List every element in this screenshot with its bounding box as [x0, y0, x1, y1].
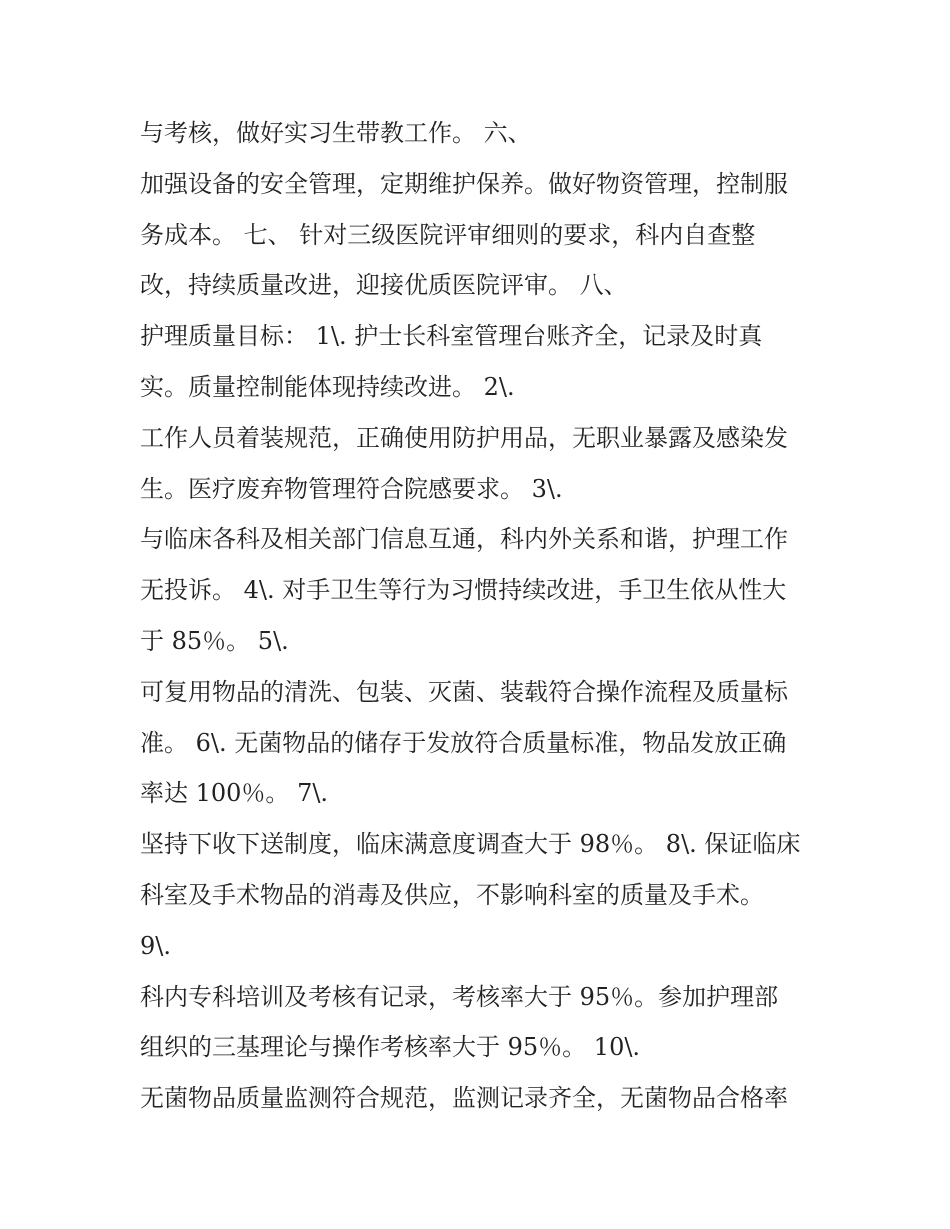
text-line: 实。质量控制能体现持续改进。 2\.	[140, 372, 515, 401]
text-line: 与临床各科及相关部门信息互通，科内外关系和谐，护理工作	[140, 525, 788, 554]
text-line: 于 85％。 5\.	[140, 626, 289, 655]
text-line: 改，持续质量改进，迎接优质医院评审。 八、	[140, 271, 628, 300]
body-text	[140, 108, 830, 1124]
text-line: 坚持下收下送制度，临床满意度调查大于 98％。 8\. 保证临床	[140, 830, 801, 859]
text-line: 加强设备的安全管理，定期维护保养。做好物资管理，控制服	[140, 169, 788, 198]
text-line: 可复用物品的清洗、包装、灭菌、装载符合操作流程及质量标	[140, 677, 788, 706]
text-line: 生。医疗废弃物管理符合院感要求。 3\.	[140, 474, 563, 503]
text-line: 9\.	[140, 931, 171, 960]
text-line: 组织的三基理论与操作考核率大于 95％。 10\.	[140, 1033, 641, 1062]
text-line: 准。 6\. 无菌物品的储存于发放符合质量标准，物品发放正确	[140, 728, 787, 757]
text-line: 率达 100％。 7\.	[140, 779, 329, 808]
text-line: 无投诉。 4\. 对手卫生等行为习惯持续改进，手卫生依从性大	[140, 576, 787, 605]
text-line: 与考核，做好实习生带教工作。 六、	[140, 119, 532, 147]
text-line: 工作人员着装规范，正确使用防护用品，无职业暴露及感染发	[140, 423, 788, 452]
text-line: 科室及手术物品的消毒及供应，不影响科室的质量及手术。	[140, 880, 764, 909]
text-line: 护理质量目标： 1\. 护士长科室管理台账齐全，记录及时真	[140, 322, 763, 351]
text-line: 科内专科培训及考核有记录，考核率大于 95％。参加护理部	[140, 982, 779, 1011]
text-line: 务成本。 七、 针对三级医院评审细则的要求，科内自查整	[140, 220, 756, 249]
text-line: 无菌物品质量监测符合规范，监测记录齐全，无菌物品合格率	[140, 1084, 788, 1113]
